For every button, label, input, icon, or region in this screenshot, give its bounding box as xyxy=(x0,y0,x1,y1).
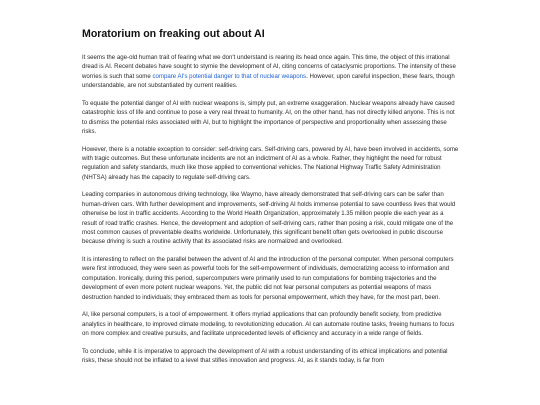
paragraph-nuclear: To equate the potential danger of AI with nuclear weapons is, simply put, an extreme exaggeration. Nuclear weapons already have caused catastrophic loss of life and continue to pose a very real threat to humanity. AI, on the other hand, has not directly killed anyone. This is not to dismiss the potential risks associated with AI, but to highlight the importance of perspective and proportionality when assessing these risks. xyxy=(82,99,455,136)
paragraph-intro-text-after: . However, upon careful inspection, these fears, though understandable, are not substantiated by current realities. xyxy=(82,72,455,90)
paragraph-intro xyxy=(82,53,460,91)
paragraph-self-driving-exception: However, there is a notable exception to consider: self-driving cars. Self-driving cars, powered by AI, have been involved in accidents, some with tragic outcomes. But these unfortunate incidents are not an indictment of AI as a whole. Rather, they highlight the need for robust regulation and safety standards, much like those applied to conventional vehicles. The National Highway Traffic Safety Administration (NHTSA) already has the capacity to regulate self-driving cars. xyxy=(82,145,459,181)
nuclear-comparison-link[interactable]: compare AI's potential danger to that of nuclear weapons xyxy=(152,72,307,80)
paragraph-intro-text-before: It seems the age-old human trait of fearing what we don't understand is rearing its head once again. This time, the object of this irrational dread is AI. Recent debates have sought to stymie the development of AI, citing concerns of cataclysmic proportions. The intensity of these worries is such that some xyxy=(82,54,456,80)
paragraph-personal-computer: It is interesting to reflect on the parallel between the advent of AI and the introduction of the personal computer. When personal computers were first introduced, they were seen as powerful tools for the self-empowerment of individuals, democratizing access to information and computation. Ironically, during this period, supercomputers were primarily used to run computations for bombing trajectories and the development of even more potent nuclear weapons. Yet, the public did not fear personal computers as potential weapons of mass destruction handed to individuals; they embraced them as tools for personal empowerment, which they have, for the most part, been. xyxy=(82,256,454,301)
article xyxy=(82,27,460,374)
paragraph-empowerment: AI, like personal computers, is a tool of empowerment. It offers myriad applications that can profoundly benefit society, from predictive analytics in healthcare, to improved climate modeling, to revolutionizing education. AI can automate routine tasks, freeing humans to focus on more complex and creative pursuits, and facilitate unprecedented levels of efficiency and accuracy in a wide range of fields. xyxy=(82,311,455,338)
paragraph-waymo: Leading companies in autonomous driving technology, like Waymo, have already demonstrated that self-driving cars can be safer than human-driven cars. With further development and improvements, self-driving AI holds immense potential to save countless lives that would otherwise be lost in traffic accidents. According to the World Health Organization, approximately 1.35 million people die each year as a result of road traffic crashes. Hence, the development and adoption of self-driving cars, rather than posing a risk, could mitigate one of the most common causes of preventable deaths worldwide. Unfortunately, this significant benefit often gets overlooked in public discourse because driving is such a routine activity that its associated risks are normalized and overlooked. xyxy=(82,191,456,246)
article-title: Moratorium on freaking out about AI xyxy=(82,28,265,40)
paragraph-conclusion: To conclude, while it is imperative to approach the development of AI with a robust understanding of its ethical implications and potential risks, these should not be inflated to a level that stifles innovation and progress. AI, as it stands today, is far from xyxy=(82,347,448,365)
